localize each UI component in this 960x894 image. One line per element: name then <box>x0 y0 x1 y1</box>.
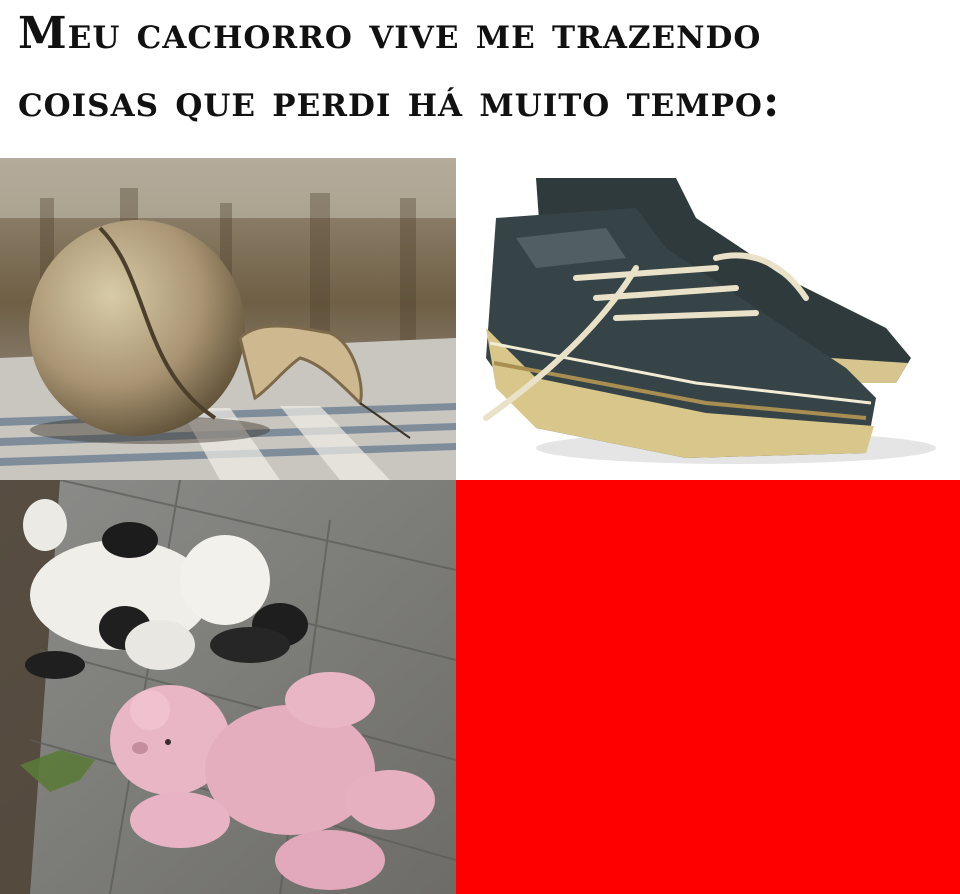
red-block <box>456 480 960 894</box>
meme-caption <box>0 0 960 158</box>
caption-line-2: coisas que perdi há muito tempo: <box>18 76 781 127</box>
caption-line-1: Meu cachorro vive me trazendo <box>18 8 762 59</box>
tennis-ball-photo <box>0 158 456 480</box>
sneakers-photo <box>456 158 960 480</box>
plush-toys-photo <box>0 480 456 894</box>
